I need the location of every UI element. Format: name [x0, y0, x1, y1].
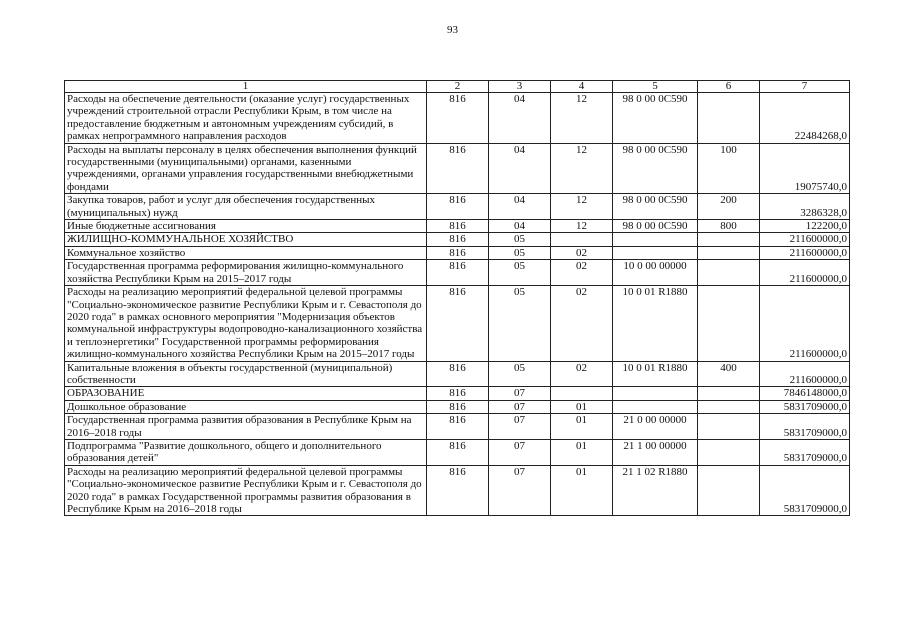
row-col-5: 21 1 00 00000 — [613, 439, 698, 465]
row-col-3: 07 — [489, 439, 551, 465]
row-col-2: 816 — [427, 400, 489, 413]
header-row — [65, 81, 850, 93]
table-row — [65, 233, 850, 246]
row-col-7: 3286328,0 — [760, 194, 850, 220]
row-col-5 — [613, 246, 698, 259]
row-col-3: 05 — [489, 233, 551, 246]
row-col-2: 816 — [427, 387, 489, 400]
row-name: Закупка товаров, работ и услуг для обеспечения государственных (муниципальных) нужд — [65, 194, 427, 220]
row-name: ОБРАЗОВАНИЕ — [65, 387, 427, 400]
row-name: Коммунальное хозяйство — [65, 246, 427, 259]
table-row — [65, 414, 850, 440]
row-col-3: 04 — [489, 93, 551, 144]
row-col-4: 01 — [551, 439, 613, 465]
row-col-5 — [613, 387, 698, 400]
row-col-2: 816 — [427, 286, 489, 361]
row-col-3: 05 — [489, 286, 551, 361]
row-name: Государственная программа развития образования в Республике Крым на 2016–2018 годы — [65, 414, 427, 440]
table-row — [65, 194, 850, 220]
row-col-4: 01 — [551, 414, 613, 440]
row-col-2: 816 — [427, 233, 489, 246]
row-col-4: 02 — [551, 246, 613, 259]
col-header-1: 1 — [65, 81, 427, 93]
row-col-2: 816 — [427, 93, 489, 144]
table-row — [65, 439, 850, 465]
col-header-3: 3 — [489, 81, 551, 93]
row-col-4: 12 — [551, 93, 613, 144]
row-name: Дошкольное образование — [65, 400, 427, 413]
row-col-7: 5831709000,0 — [760, 465, 850, 516]
col-header-7: 7 — [760, 81, 850, 93]
row-col-4: 02 — [551, 286, 613, 361]
row-col-6: 200 — [698, 194, 760, 220]
row-col-7: 5831709000,0 — [760, 414, 850, 440]
row-col-7: 122200,0 — [760, 220, 850, 233]
row-col-2: 816 — [427, 194, 489, 220]
row-col-3: 04 — [489, 143, 551, 194]
table-header — [65, 81, 850, 93]
table-row — [65, 220, 850, 233]
row-col-6 — [698, 439, 760, 465]
row-col-7: 211600000,0 — [760, 361, 850, 387]
row-col-3: 05 — [489, 361, 551, 387]
row-name: ЖИЛИЩНО-КОММУНАЛЬНОЕ ХОЗЯЙСТВО — [65, 233, 427, 246]
table-row — [65, 400, 850, 413]
row-col-2: 816 — [427, 465, 489, 516]
row-col-4: 12 — [551, 143, 613, 194]
col-header-6: 6 — [698, 81, 760, 93]
row-col-6 — [698, 233, 760, 246]
row-col-3: 07 — [489, 387, 551, 400]
table-row — [65, 387, 850, 400]
row-col-6 — [698, 286, 760, 361]
row-col-5 — [613, 400, 698, 413]
row-col-5: 21 1 02 R1880 — [613, 465, 698, 516]
col-header-2: 2 — [427, 81, 489, 93]
row-name: Подпрограмма "Развитие дошкольного, общего и дополнительного образования детей" — [65, 439, 427, 465]
row-col-2: 816 — [427, 414, 489, 440]
row-col-3: 07 — [489, 400, 551, 413]
table-row — [65, 143, 850, 194]
row-col-4: 01 — [551, 465, 613, 516]
table-row — [65, 361, 850, 387]
row-col-5: 98 0 00 0С590 — [613, 194, 698, 220]
table-row — [65, 260, 850, 286]
budget-table — [64, 80, 850, 516]
row-name: Расходы на обеспечение деятельности (оказание услуг) государственных учреждений строительной отрасли Республики Крым, в том числе на предоставление бюджетным и автономным учреждениям субсидий, в рамках непрограммного направления расходов — [65, 93, 427, 144]
row-col-3: 04 — [489, 194, 551, 220]
table-row — [65, 465, 850, 516]
col-header-4: 4 — [551, 81, 613, 93]
row-col-2: 816 — [427, 143, 489, 194]
row-name: Расходы на реализацию мероприятий федеральной целевой программы "Социально-экономическое развитие Республики Крым и г. Севастополя до 2020 года" в рамках основного мероприятия "Модернизация объектов коммунальной инфраструктуры водопроводно-канализационного хозяйства и теплоэнергетики" Государственной программы реформирования жилищно-коммунального хозяйства Республики Крым на 2015–2017 годы — [65, 286, 427, 361]
table-body — [65, 93, 850, 516]
row-col-3: 07 — [489, 465, 551, 516]
table-row — [65, 286, 850, 361]
row-col-7: 5831709000,0 — [760, 439, 850, 465]
row-col-7: 7846148000,0 — [760, 387, 850, 400]
row-col-6: 100 — [698, 143, 760, 194]
row-col-7: 19075740,0 — [760, 143, 850, 194]
row-col-6 — [698, 246, 760, 259]
table-row — [65, 246, 850, 259]
row-col-6 — [698, 387, 760, 400]
row-col-4: 12 — [551, 194, 613, 220]
row-name: Иные бюджетные ассигнования — [65, 220, 427, 233]
row-col-7: 211600000,0 — [760, 260, 850, 286]
row-col-4 — [551, 387, 613, 400]
row-col-5: 10 0 00 00000 — [613, 260, 698, 286]
row-col-6: 400 — [698, 361, 760, 387]
row-col-5: 98 0 00 0С590 — [613, 220, 698, 233]
row-name: Государственная программа реформирования жилищно-коммунального хозяйства Республики Крым на 2015–2017 годы — [65, 260, 427, 286]
row-col-3: 05 — [489, 260, 551, 286]
row-col-3: 07 — [489, 414, 551, 440]
row-col-6 — [698, 465, 760, 516]
row-col-2: 816 — [427, 439, 489, 465]
row-col-4: 12 — [551, 220, 613, 233]
row-name: Расходы на выплаты персоналу в целях обеспечения выполнения функций государственными (муниципальными) органами, казенными учреждениями, органами управления государственными внебюджетными фондами — [65, 143, 427, 194]
row-col-5: 98 0 00 0С590 — [613, 93, 698, 144]
row-col-2: 816 — [427, 260, 489, 286]
row-name: Капитальные вложения в объекты государственной (муниципальной) собственности — [65, 361, 427, 387]
row-col-2: 816 — [427, 361, 489, 387]
row-col-5: 98 0 00 0С590 — [613, 143, 698, 194]
row-col-6 — [698, 93, 760, 144]
row-col-7: 22484268,0 — [760, 93, 850, 144]
row-col-4: 02 — [551, 260, 613, 286]
row-col-6: 800 — [698, 220, 760, 233]
row-col-4: 02 — [551, 361, 613, 387]
col-header-5: 5 — [613, 81, 698, 93]
row-col-7: 211600000,0 — [760, 246, 850, 259]
row-col-7: 5831709000,0 — [760, 400, 850, 413]
row-col-6 — [698, 260, 760, 286]
row-col-4 — [551, 233, 613, 246]
row-col-5 — [613, 233, 698, 246]
page-number: 93 — [447, 24, 458, 36]
row-col-7: 211600000,0 — [760, 233, 850, 246]
row-name: Расходы на реализацию мероприятий федеральной целевой программы "Социально-экономическое развитие Республики Крым и г. Севастополя до 2020 года" в рамках Государственной программы развития образования в Республике Крым на 2016–2018 годы — [65, 465, 427, 516]
row-col-7: 211600000,0 — [760, 286, 850, 361]
row-col-6 — [698, 400, 760, 413]
row-col-5: 21 0 00 00000 — [613, 414, 698, 440]
row-col-4: 01 — [551, 400, 613, 413]
row-col-2: 816 — [427, 220, 489, 233]
row-col-3: 04 — [489, 220, 551, 233]
row-col-2: 816 — [427, 246, 489, 259]
row-col-5: 10 0 01 R1880 — [613, 286, 698, 361]
row-col-6 — [698, 414, 760, 440]
table-row — [65, 93, 850, 144]
row-col-3: 05 — [489, 246, 551, 259]
row-col-5: 10 0 01 R1880 — [613, 361, 698, 387]
